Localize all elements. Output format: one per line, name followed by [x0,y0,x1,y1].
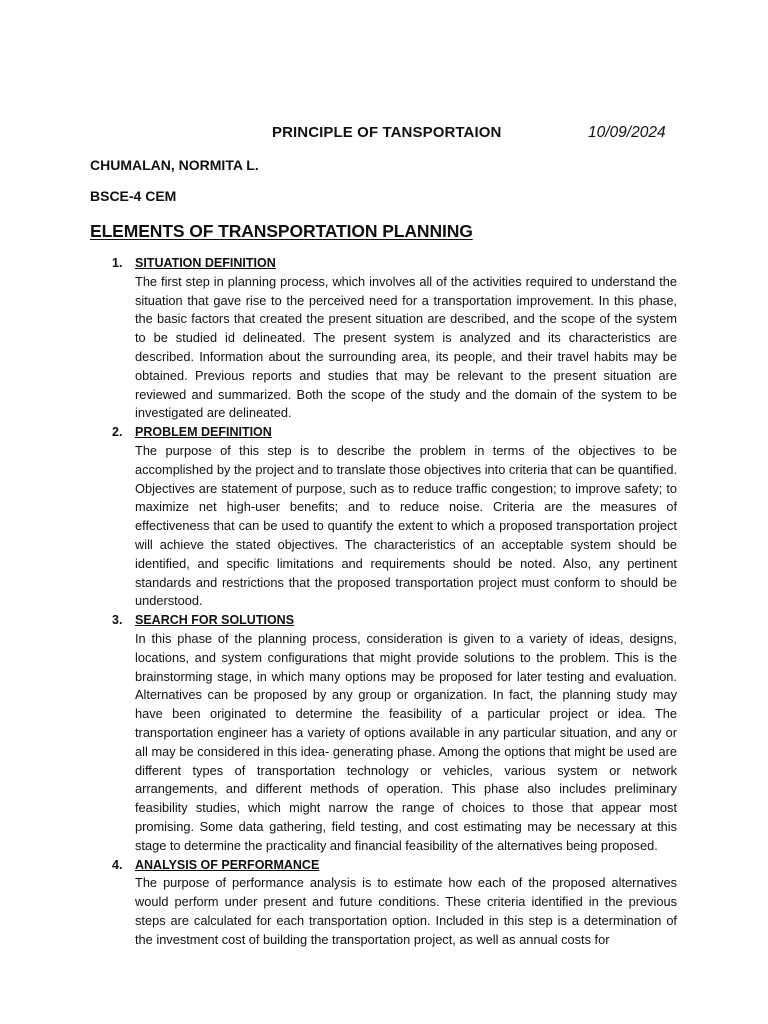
list-item [0,856,768,950]
item-number: 2. [112,425,123,440]
list-item [0,611,768,855]
item-heading: SEARCH FOR SOLUTIONS [135,613,295,628]
list-item [0,254,768,423]
item-number: 4. [112,857,123,872]
author-name: CHUMALAN, NORMITA L. [90,157,259,173]
list-item [0,423,768,611]
course-code: BSCE-4 CEM [90,188,177,204]
item-body: The purpose of this step is to describe the problem in terms of the objectives to be accomplished by the project and to translate those objectives into criteria that can be quantified. Objectives are statement of purpose, such as to reduce traffic congestion; to improve safety; to maximize net high-user benefits; and to reduce noise. Criteria are the measures of effectiveness that can be used to quantify the extent to which a proposed transportation project will achieve the stated objectives. The characteristics of an acceptable system should be identified, and specific limitations and requirements should be noted. Also, any pertinent standards and restrictions that the proposed transportation project must conform to should be understood. [135,442,677,609]
item-heading: SITUATION DEFINITION [135,256,276,270]
item-heading: ANALYSIS OF PERFORMANCE [135,857,320,872]
document-header [0,124,768,146]
item-number: 1. [112,256,123,270]
item-heading: PROBLEM DEFINITION [135,425,272,440]
item-body: The purpose of performance analysis is to estimate how each of the proposed alternatives would perform under present and future conditions. These criteria identified in the previous steps are calculated for each transportation option. Included in this step is a determination of the investment cost of building the transportation project, as well as annual costs for [135,875,677,947]
item-number: 3. [112,613,123,628]
document-title: PRINCIPLE OF TANSPORTAION [272,124,502,141]
section-heading: ELEMENTS OF TRANSPORTATION PLANNING [90,221,473,241]
document-date: 10/09/2024 [588,124,666,141]
item-body: In this phase of the planning process, consideration is given to a variety of ideas, designs, locations, and system configurations that might provide solutions to the problem. This is the brainstorming stage, in which many options may be proposed for later testing and evaluation. Alternatives can be proposed by any group or organization. In fact, the planning study may have been originated to determine the feasibility of a particular project or idea. The transportation engineer has a variety of options available in any particular situation, and any or all may be considered in this idea- generating phase. Among the options that might be used are different types of transportation technology or vehicles, various system or network arrangements, and different methods of operation. This phase also includes preliminary feasibility studies, which might narrow the range of choices to those that appear most promising. Some data gathering, field testing, and cost estimating may be necessary at this stage to determine the practicality and financial feasibility of the alternatives being proposed. [135,630,677,853]
planning-elements-list [0,254,768,949]
item-body: The first step in planning process, which involves all of the activities required to understand the situation that gave rise to the perceived need for a transportation improvement. In this phase, the basic factors that created the present situation are described, and the scope of the system to be studied id delineated. The present system is analyzed and its characteristics are described. Information about the surrounding area, its people, and their travel habits may be obtained. Previous reports and studies that may be relevant to the present situation are reviewed and summarized. Both the scope of the study and the domain of the system to be investigated are delineated. [135,273,677,421]
